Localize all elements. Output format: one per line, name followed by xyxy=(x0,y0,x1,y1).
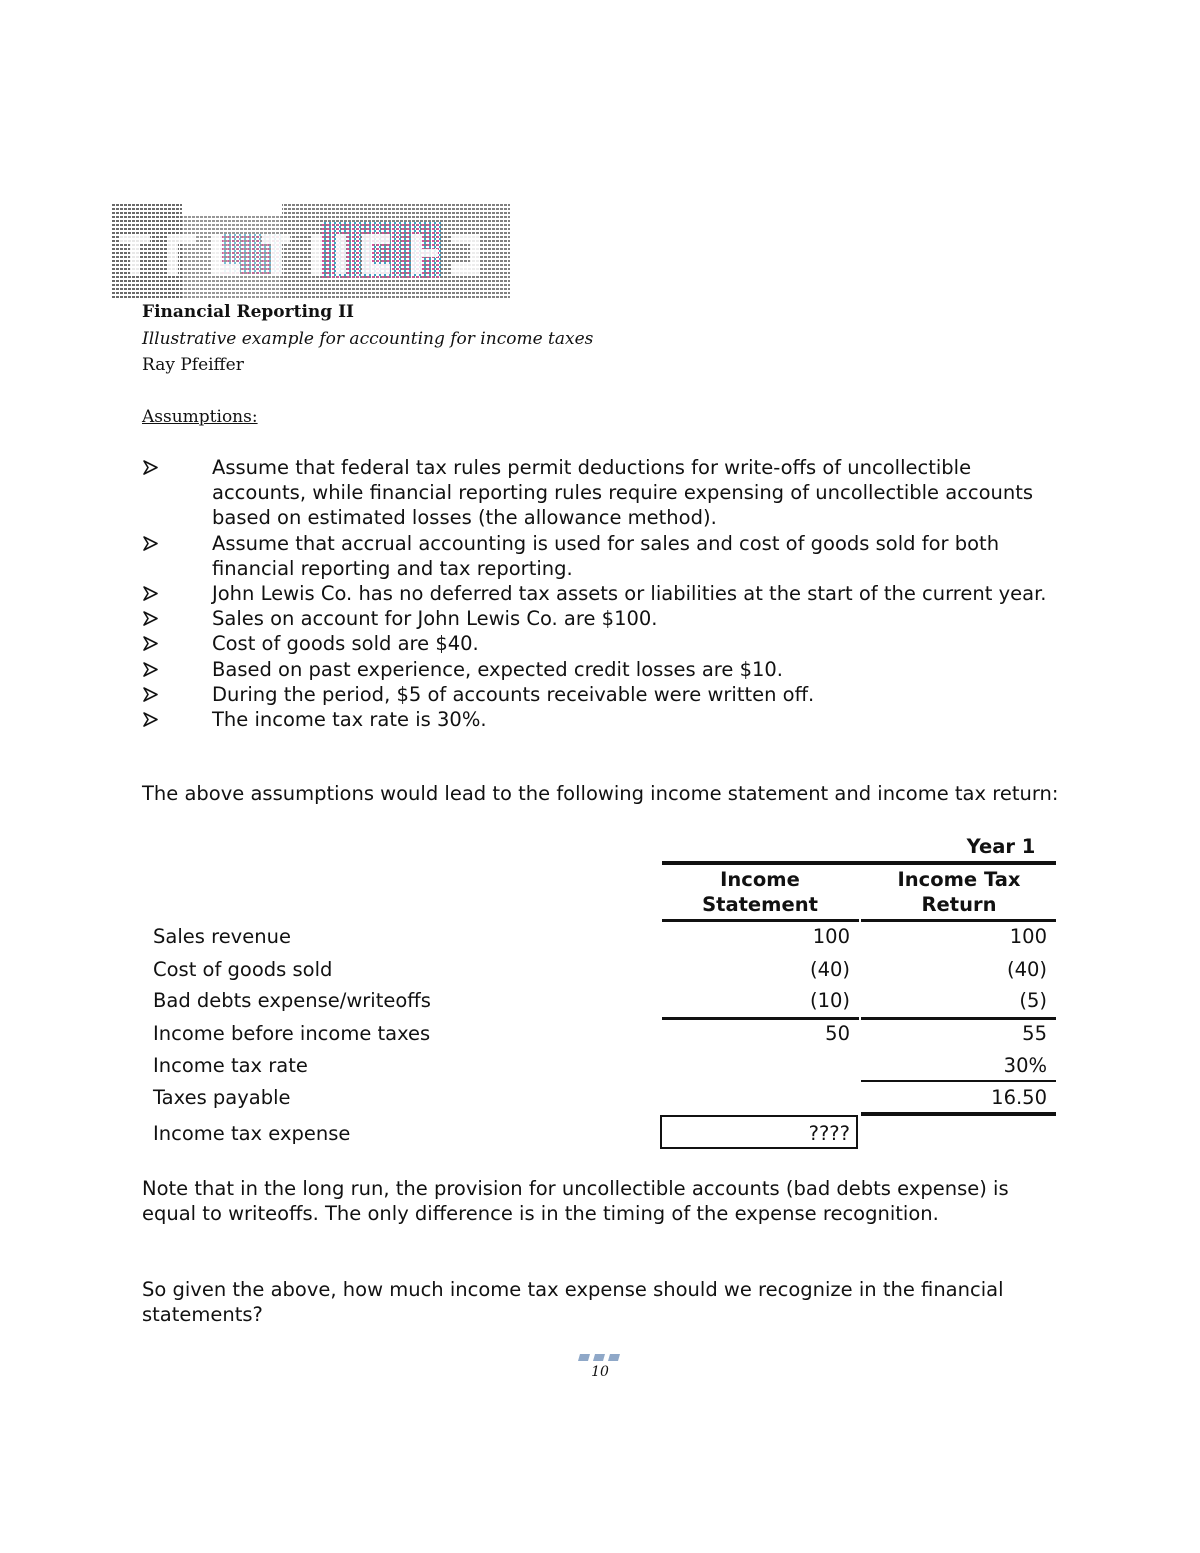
arrow-bullet-icon xyxy=(142,631,160,656)
divider xyxy=(662,1017,859,1020)
tax-return-value: 55 xyxy=(1022,1022,1047,1045)
arrow-bullet-icon xyxy=(142,707,160,732)
assumption-text: Based on past experience, expected credit losses are $10. xyxy=(212,657,783,681)
assumption-text: During the period, $5 of accounts receivable were written off. xyxy=(212,682,815,706)
list-item xyxy=(142,631,1062,656)
page-number: 10 xyxy=(591,1364,609,1380)
assumption-text: John Lewis Co. has no deferred tax assets or liabilities at the start of the current year. xyxy=(212,582,1047,606)
column-header-tax-return: Income Tax Return xyxy=(897,868,1021,916)
assumption-text: Cost of goods sold are $40. xyxy=(212,632,479,656)
assumption-text: The income tax rate is 30%. xyxy=(212,708,487,732)
page-footer xyxy=(560,1348,640,1388)
course-title: Financial Reporting II xyxy=(142,302,354,322)
list-item xyxy=(142,531,1062,581)
arrow-bullet-icon xyxy=(142,531,160,556)
row-label: Bad debts expense/writeoffs xyxy=(153,989,431,1012)
note-paragraph: Note that in the long run, the provision for uncollectible accounts (bad debts expense) is equal to writeoffs. The only difference is in the timing of the expense recognition. xyxy=(142,1177,1009,1225)
tax-return-value: 100 xyxy=(1009,925,1047,948)
arrow-bullet-icon xyxy=(142,455,160,480)
assumption-text: Assume that federal tax rules permit deductions for write-offs of uncollectible accounts, while financial reporting rules require expensing of uncollectible accounts based on estimated losses (the allowance method). xyxy=(212,456,1034,530)
year-header: Year 1 xyxy=(966,835,1036,858)
column-header-income-statement: Income Statement xyxy=(702,868,818,916)
divider xyxy=(861,1112,1056,1116)
footer-dots-icon xyxy=(578,1352,622,1362)
row-label: Income tax expense xyxy=(153,1122,351,1145)
divider xyxy=(861,1017,1056,1020)
income-comparison-table xyxy=(142,832,1062,1162)
row-label: Taxes payable xyxy=(153,1086,291,1109)
assumptions-heading: Assumptions: xyxy=(142,407,258,427)
list-item xyxy=(142,581,1062,606)
divider xyxy=(662,861,1056,865)
question-paragraph: So given the above, how much income tax expense should we recognize in the financial statements? xyxy=(142,1278,1004,1326)
divider xyxy=(861,919,1056,922)
assumption-text: Sales on account for John Lewis Co. are $100. xyxy=(212,607,658,631)
row-label: Sales revenue xyxy=(153,925,291,948)
divider xyxy=(861,1080,1056,1082)
assumptions-list xyxy=(142,455,1062,732)
tax-return-value: (40) xyxy=(1006,958,1047,981)
arrow-bullet-icon xyxy=(142,682,160,707)
logo-image xyxy=(112,204,510,298)
intro-paragraph: The above assumptions would lead to the following income statement and income tax return: xyxy=(142,782,1059,805)
row-label: Income before income taxes xyxy=(153,1022,431,1045)
tax-return-value: 30% xyxy=(1003,1054,1047,1077)
arrow-bullet-icon xyxy=(142,657,160,682)
income-statement-value: 50 xyxy=(825,1022,850,1045)
list-item xyxy=(142,455,1062,531)
row-label: Income tax rate xyxy=(153,1054,308,1077)
income-statement-value: ???? xyxy=(808,1122,850,1145)
tax-return-value: 16.50 xyxy=(991,1086,1047,1109)
arrow-bullet-icon xyxy=(142,581,160,606)
income-statement-value: 100 xyxy=(812,925,850,948)
row-label: Cost of goods sold xyxy=(153,958,333,981)
assumption-text: Assume that accrual accounting is used for sales and cost of goods sold for both financial reporting and tax reporting. xyxy=(212,531,1000,580)
list-item xyxy=(142,657,1062,682)
divider xyxy=(662,919,859,922)
author-name: Ray Pfeiffer xyxy=(142,355,244,375)
list-item xyxy=(142,682,1062,707)
income-statement-value: (10) xyxy=(809,989,850,1012)
list-item xyxy=(142,606,1062,631)
tax-return-value: (5) xyxy=(1019,989,1047,1012)
list-item xyxy=(142,707,1062,732)
document-subtitle: Illustrative example for accounting for income taxes xyxy=(142,329,594,349)
income-statement-value: (40) xyxy=(809,958,850,981)
arrow-bullet-icon xyxy=(142,606,160,631)
